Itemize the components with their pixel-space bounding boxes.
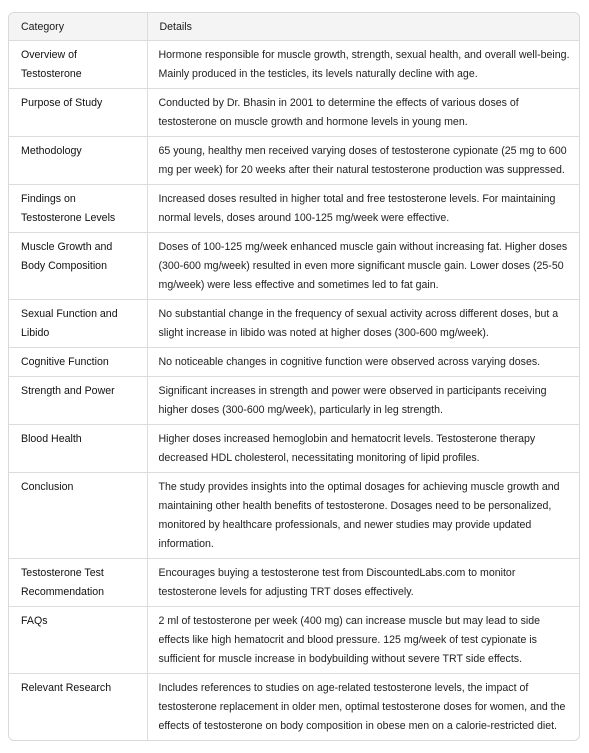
details-cell: No substantial change in the frequency of sexual activity across different doses, but a slight increase in libido was noted at higher doses (300-600 mg/week). [147,300,579,348]
summary-table [9,13,579,740]
category-cell: Sexual Function and Libido [9,300,147,348]
table-row [9,377,579,425]
table-row [9,185,579,233]
category-cell: Conclusion [9,473,147,559]
category-cell: Cognitive Function [9,348,147,377]
details-cell: 65 young, healthy men received varying doses of testosterone cypionate (25 mg to 600 mg per week) for 20 weeks after their natural testosterone production was suppressed. [147,137,579,185]
table-row [9,300,579,348]
details-cell: Increased doses resulted in higher total and free testosterone levels. For maintaining normal levels, doses around 100-125 mg/week were effective. [147,185,579,233]
column-header-details: Details [147,13,579,41]
details-cell: No noticeable changes in cognitive function were observed across varying doses. [147,348,579,377]
category-cell: Overview of Testosterone [9,41,147,89]
details-cell: Includes references to studies on age-related testosterone levels, the impact of testosterone replacement in older men, optimal testosterone doses for women, and the effects of testosterone on body composition in obese men on a calorie-restricted diet. [147,674,579,741]
category-cell: Methodology [9,137,147,185]
details-cell: 2 ml of testosterone per week (400 mg) can increase muscle but may lead to side effects like high hematocrit and blood pressure. 125 mg/week of test cypionate is sufficient for muscle increase in bodybuilding without severe TRT side effects. [147,607,579,674]
details-cell: Higher doses increased hemoglobin and hematocrit levels. Testosterone therapy decreased HDL cholesterol, necessitating monitoring of lipid profiles. [147,425,579,473]
table-row [9,89,579,137]
table-row [9,473,579,559]
table-row [9,674,579,741]
details-cell: Significant increases in strength and power were observed in participants receiving higher doses (300-600 mg/week), particularly in leg strength. [147,377,579,425]
category-cell: Findings on Testosterone Levels [9,185,147,233]
table-row [9,425,579,473]
table-row [9,559,579,607]
table-header-row [9,13,579,41]
table-row [9,137,579,185]
column-header-category: Category [9,13,147,41]
details-cell: Doses of 100-125 mg/week enhanced muscle gain without increasing fat. Higher doses (300-600 mg/week) resulted in even more significant muscle gain. Lower doses (25-50 mg/week) were less effective and sometimes led to fat gain. [147,233,579,300]
table-row [9,41,579,89]
summary-table-container [8,12,580,741]
category-cell: Purpose of Study [9,89,147,137]
category-cell: Blood Health [9,425,147,473]
details-cell: Encourages buying a testosterone test from DiscountedLabs.com to monitor testosterone levels for adjusting TRT doses effectively. [147,559,579,607]
table-row [9,233,579,300]
details-cell: Hormone responsible for muscle growth, strength, sexual health, and overall well-being. Mainly produced in the testicles, its levels naturally decline with age. [147,41,579,89]
table-row [9,607,579,674]
category-cell: FAQs [9,607,147,674]
category-cell: Testosterone Test Recommendation [9,559,147,607]
category-cell: Muscle Growth and Body Composition [9,233,147,300]
details-cell: Conducted by Dr. Bhasin in 2001 to determine the effects of various doses of testosterone on muscle growth and hormone levels in young men. [147,89,579,137]
table-row [9,348,579,377]
category-cell: Relevant Research [21,682,112,694]
details-cell: The study provides insights into the optimal dosages for achieving muscle growth and maintaining other health benefits of testosterone. Dosages need to be personalized, monitored by healthcare professionals, and newer studies may provide updated information. [147,473,579,559]
category-cell: Strength and Power [9,377,147,425]
